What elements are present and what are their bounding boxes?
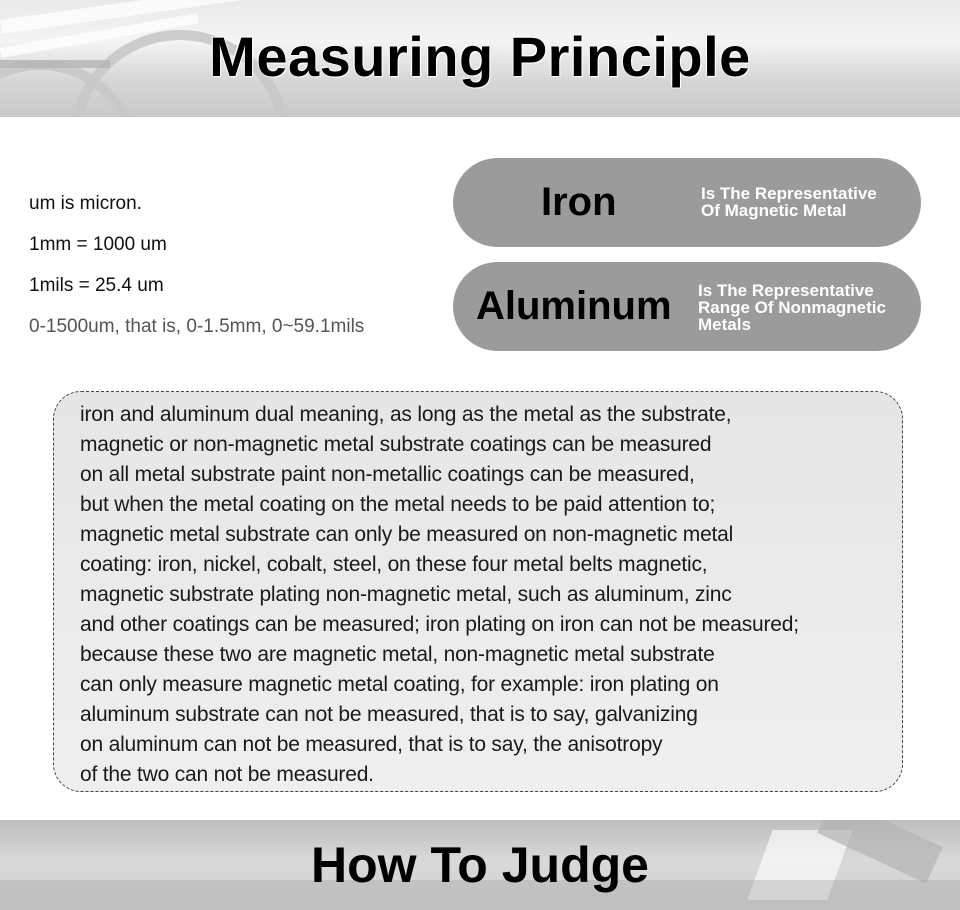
aluminum-desc-line: Metals xyxy=(698,315,751,334)
description-line: on all metal substrate paint non-metallic coatings can be measured, xyxy=(80,463,695,486)
description-box xyxy=(53,391,903,792)
aluminum-desc-line: Is The Representative xyxy=(698,281,874,300)
description-line: but when the metal coating on the metal needs to be paid attention to; xyxy=(80,493,716,516)
description-line: magnetic substrate plating non-magnetic metal, such as aluminum, zinc xyxy=(80,583,732,606)
iron-pill xyxy=(453,158,921,247)
aluminum-description xyxy=(698,282,886,333)
unit-line: um is micron. xyxy=(29,193,142,214)
iron-desc-line: Is The Representative xyxy=(701,184,877,203)
description-line: on aluminum can not be measured, that is to say, the anisotropy xyxy=(80,733,663,756)
aluminum-desc-line: Range Of Nonmagnetic xyxy=(698,298,886,317)
description-line: aluminum substrate can not be measured, that is to say, galvanizing xyxy=(80,703,698,726)
section-title: How To Judge xyxy=(311,837,649,893)
description-line: and other coatings can be measured; iron plating on iron can not be measured; xyxy=(80,613,799,636)
unit-line: 1mils = 25.4 um xyxy=(29,275,164,296)
description-line: coating: iron, nickel, cobalt, steel, on these four metal belts magnetic, xyxy=(80,553,708,576)
iron-label: Iron xyxy=(541,180,617,224)
description-line: of the two can not be measured. xyxy=(80,763,374,786)
range-line: 0-1500um, that is, 0-1.5mm, 0~59.1mils xyxy=(29,316,365,337)
description-line: magnetic metal substrate can only be measured on non-magnetic metal xyxy=(80,523,734,546)
header-banner xyxy=(0,0,960,117)
units-list xyxy=(29,183,449,347)
iron-description xyxy=(701,185,877,219)
aluminum-label: Aluminum xyxy=(476,284,672,328)
iron-desc-line: Of Magnetic Metal xyxy=(701,201,847,220)
page-title: Measuring Principle xyxy=(209,25,751,88)
description-line: can only measure magnetic metal coating, for example: iron plating on xyxy=(80,673,719,696)
description-line: magnetic or non-magnetic metal substrate coatings can be measured xyxy=(80,433,712,456)
description-line: because these two are magnetic metal, non-magnetic metal substrate xyxy=(80,643,715,666)
unit-line: 1mm = 1000 um xyxy=(29,234,167,255)
aluminum-pill xyxy=(453,262,921,351)
footer-banner xyxy=(0,820,960,910)
description-line: iron and aluminum dual meaning, as long as the metal as the substrate, xyxy=(80,403,732,426)
